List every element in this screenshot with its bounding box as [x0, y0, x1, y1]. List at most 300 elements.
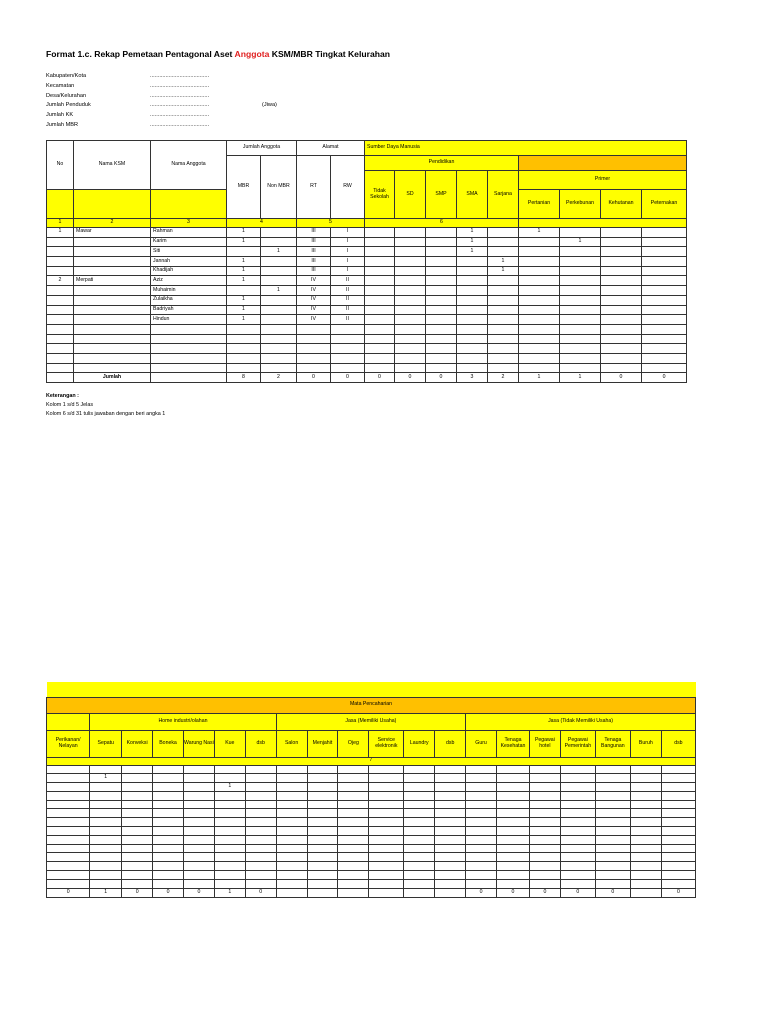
table-cell [642, 363, 687, 373]
table-cell [331, 344, 365, 354]
table-cell [457, 344, 488, 354]
table-cell [457, 257, 488, 267]
table-cell [435, 791, 466, 800]
table-cell [435, 827, 466, 836]
table-cell [307, 879, 338, 888]
table-cell [395, 353, 426, 363]
table-cell [488, 228, 519, 238]
table-cell [122, 800, 153, 809]
table-cell [466, 783, 497, 792]
table-cell [90, 853, 122, 862]
table-cell [404, 800, 435, 809]
table-cell [519, 276, 560, 286]
table-cell [261, 353, 297, 363]
table-cell [276, 791, 307, 800]
table-cell [395, 276, 426, 286]
table-cell [560, 363, 601, 373]
table-cell [630, 871, 661, 880]
table-cell [488, 247, 519, 257]
table-cell [426, 315, 457, 325]
table-cell: II [331, 305, 365, 315]
table-cell [426, 286, 457, 296]
table-cell [74, 353, 151, 363]
table-cell: 1 [488, 266, 519, 276]
table-cell [595, 853, 630, 862]
header-mbr: MBR [227, 156, 261, 219]
table-cell [529, 853, 560, 862]
table-cell [642, 305, 687, 315]
table-cell [183, 862, 214, 871]
table-cell [426, 257, 457, 267]
table-row [47, 257, 687, 267]
table-cell [47, 286, 74, 296]
table-cell: 1 [227, 228, 261, 238]
table-cell [519, 324, 560, 334]
table-cell [457, 305, 488, 315]
header-nama-ksm: Nama KSM [74, 141, 151, 190]
header-no: No [47, 141, 74, 190]
table-cell [365, 305, 395, 315]
table-cell [630, 765, 661, 774]
table-cell [630, 818, 661, 827]
table-cell [90, 818, 122, 827]
table-cell [369, 853, 404, 862]
table-cell [307, 835, 338, 844]
table-cell [466, 800, 497, 809]
title-text: KSM/MBR Tingkat Kelurahan [269, 49, 391, 59]
table-cell [595, 879, 630, 888]
table-cell [595, 844, 630, 853]
table-cell [466, 862, 497, 871]
keterangan-line: Kolom 1 s/d 5 Jelas [46, 402, 94, 408]
asset-table [46, 140, 687, 383]
table-cell [261, 324, 297, 334]
total-cell: 0 [365, 373, 395, 383]
table-cell [261, 295, 297, 305]
table-cell [74, 324, 151, 334]
header-occupation: Perikanan/ Nelayan [47, 730, 90, 757]
table-cell [457, 276, 488, 286]
table-cell [365, 353, 395, 363]
table-cell [642, 266, 687, 276]
table-cell [214, 791, 245, 800]
table-cell [369, 818, 404, 827]
table-cell [426, 228, 457, 238]
table-cell [488, 305, 519, 315]
table-cell [497, 765, 530, 774]
table-cell [601, 257, 642, 267]
total-cell: 8 [227, 373, 261, 383]
table-cell [529, 809, 560, 818]
table-cell [560, 844, 595, 853]
table-cell [307, 853, 338, 862]
table-cell [297, 344, 331, 354]
table-cell [601, 237, 642, 247]
table-cell [435, 862, 466, 871]
table-cell [642, 324, 687, 334]
table-cell [457, 324, 488, 334]
table-row [47, 791, 696, 800]
table-cell [297, 353, 331, 363]
table-cell [661, 809, 695, 818]
table-cell [601, 247, 642, 257]
table-cell [488, 324, 519, 334]
table-cell [497, 879, 530, 888]
col-number-4: 4 [227, 219, 297, 228]
table-cell [153, 791, 184, 800]
info-label: Desa/Kelurahan [46, 92, 87, 99]
keterangan-title: Keterangan : [46, 393, 79, 399]
table-cell [245, 835, 276, 844]
table-cell: II [331, 286, 365, 296]
total-cell: 0 [529, 888, 560, 897]
table-cell [47, 862, 90, 871]
table-cell [338, 827, 369, 836]
table-cell [365, 315, 395, 325]
header-peternakan: Peternakan [642, 190, 687, 219]
table-cell [560, 791, 595, 800]
table-cell [227, 334, 261, 344]
header-sd: SD [395, 171, 426, 219]
table-cell [245, 800, 276, 809]
table-cell [183, 774, 214, 783]
header-sma: SMA [457, 171, 488, 219]
table-cell [276, 871, 307, 880]
table-cell [426, 363, 457, 373]
info-label: Jumlah Penduduk [46, 102, 91, 109]
header-occupation: dsb [435, 730, 466, 757]
table-cell [261, 276, 297, 286]
table-cell [47, 791, 90, 800]
col-number-3: 3 [151, 219, 227, 228]
table-cell [153, 835, 184, 844]
table-cell [601, 266, 642, 276]
table-cell [307, 827, 338, 836]
table-cell [488, 286, 519, 296]
table-cell [466, 853, 497, 862]
table-cell: 1 [261, 286, 297, 296]
header-no-spacer [47, 190, 74, 219]
table-cell [90, 783, 122, 792]
header-occupation: dsb [245, 730, 276, 757]
table-cell [245, 853, 276, 862]
table-cell [365, 286, 395, 296]
col-number-2: 2 [74, 219, 151, 228]
header-rw: RW [331, 156, 365, 219]
table-cell [261, 257, 297, 267]
table-cell [497, 783, 530, 792]
table-cell [630, 862, 661, 871]
table-cell [74, 305, 151, 315]
table-cell: Rahman [151, 228, 227, 238]
table-cell [245, 809, 276, 818]
table-cell [227, 344, 261, 354]
table-row [47, 315, 687, 325]
header-blank [47, 713, 90, 730]
table-cell [630, 853, 661, 862]
table-cell [369, 871, 404, 880]
table-cell [488, 237, 519, 247]
table-cell [488, 363, 519, 373]
table-cell: II [331, 315, 365, 325]
table-cell [47, 247, 74, 257]
header-occupation: Guru [466, 730, 497, 757]
table-cell: 2 [47, 276, 74, 286]
table-cell [642, 237, 687, 247]
table-cell [122, 765, 153, 774]
table-cell [153, 818, 184, 827]
table-cell [661, 818, 695, 827]
table-cell [214, 818, 245, 827]
table-cell [74, 257, 151, 267]
table-cell [601, 295, 642, 305]
table-cell [560, 827, 595, 836]
table-cell [595, 783, 630, 792]
table-cell [369, 827, 404, 836]
table-cell [595, 835, 630, 844]
keterangan-line: Kolom 6 s/d 31 tulis jawaban dengan beri angka 1 [46, 411, 166, 417]
table-cell [151, 324, 227, 334]
table-cell [560, 305, 601, 315]
table-cell [395, 324, 426, 334]
table-cell [595, 791, 630, 800]
table-cell [466, 835, 497, 844]
table-cell [595, 765, 630, 774]
table-cell [457, 353, 488, 363]
header-non-mbr: Non MBR [261, 156, 297, 219]
table-cell: 1 [227, 295, 261, 305]
table-cell [457, 266, 488, 276]
table-cell [661, 853, 695, 862]
table-cell [338, 791, 369, 800]
table-cell [47, 315, 74, 325]
table-cell [404, 774, 435, 783]
table-cell [560, 809, 595, 818]
table-cell [183, 879, 214, 888]
table-cell [365, 295, 395, 305]
info-dots: ...................................... [150, 92, 210, 99]
table-cell [560, 257, 601, 267]
table-cell [435, 853, 466, 862]
header-sdm: Sumber Daya Manusia [365, 141, 687, 156]
table-cell [601, 276, 642, 286]
table-cell [338, 844, 369, 853]
table-cell [595, 800, 630, 809]
table-cell [560, 871, 595, 880]
table-cell [601, 286, 642, 296]
table-cell [466, 879, 497, 888]
table-cell [488, 276, 519, 286]
table-cell [466, 818, 497, 827]
table-cell: III [297, 247, 331, 257]
table-cell [47, 774, 90, 783]
table-cell [47, 324, 74, 334]
table-cell [90, 809, 122, 818]
table-row [47, 809, 696, 818]
total-cell: 0 [47, 888, 90, 897]
table-cell [151, 353, 227, 363]
table-cell [601, 353, 642, 363]
table-cell [74, 266, 151, 276]
table-row [47, 783, 696, 792]
table-cell [529, 800, 560, 809]
info-dots: ...................................... [150, 82, 210, 89]
total-cell: 0 [560, 888, 595, 897]
table-cell [369, 809, 404, 818]
table-cell [122, 835, 153, 844]
table-cell [426, 344, 457, 354]
table-cell [497, 853, 530, 862]
table-cell [661, 765, 695, 774]
table-row [47, 879, 696, 888]
table-cell [529, 844, 560, 853]
table-cell [560, 800, 595, 809]
table-cell [426, 276, 457, 286]
table-cell [47, 344, 74, 354]
table-cell [47, 800, 90, 809]
table-cell: Hindun [151, 315, 227, 325]
table-cell: II [331, 295, 365, 305]
header-occupation: Kue [214, 730, 245, 757]
table-cell [90, 844, 122, 853]
total-cell: 2 [488, 373, 519, 383]
table-row [47, 774, 696, 783]
header-occupation: Warung Nasi [183, 730, 214, 757]
table-row [47, 344, 687, 354]
table-cell [642, 344, 687, 354]
table-cell [90, 765, 122, 774]
total-cell [338, 888, 369, 897]
table-cell [261, 305, 297, 315]
table-cell [47, 765, 90, 774]
table-cell [47, 305, 74, 315]
table-cell: 1 [457, 247, 488, 257]
table-cell [642, 247, 687, 257]
table-row [47, 871, 696, 880]
header-mata-pencaharian: Mata Pencaharian [47, 697, 696, 713]
table-cell [601, 344, 642, 354]
table-cell [497, 818, 530, 827]
table-cell [529, 879, 560, 888]
table-cell [47, 237, 74, 247]
table-cell [338, 871, 369, 880]
table-cell [630, 791, 661, 800]
table-cell: III [297, 266, 331, 276]
table-cell [404, 871, 435, 880]
total-cell: 0 [395, 373, 426, 383]
table-cell [457, 334, 488, 344]
header-ksm-spacer [74, 190, 151, 219]
total-cell [404, 888, 435, 897]
table-row [47, 295, 687, 305]
table-row [47, 228, 687, 238]
table-cell [153, 783, 184, 792]
table-cell [488, 344, 519, 354]
table-cell [497, 844, 530, 853]
table-cell [74, 315, 151, 325]
table-cell [601, 334, 642, 344]
table-cell [404, 818, 435, 827]
table-cell [630, 809, 661, 818]
table-cell [214, 844, 245, 853]
table-cell [151, 363, 227, 373]
table-cell [529, 835, 560, 844]
table-cell [307, 765, 338, 774]
table-cell [661, 844, 695, 853]
table-cell [435, 783, 466, 792]
table-cell [435, 809, 466, 818]
table-cell [395, 315, 426, 325]
table-cell [560, 862, 595, 871]
total-cell: 0 [297, 373, 331, 383]
table-cell: 1 [457, 237, 488, 247]
header-occupation: Konveksi [122, 730, 153, 757]
table-cell [560, 295, 601, 305]
table-cell: 1 [519, 228, 560, 238]
table-cell [404, 835, 435, 844]
table-cell [560, 266, 601, 276]
total-cell: 0 [331, 373, 365, 383]
table-cell [497, 835, 530, 844]
table-cell [245, 791, 276, 800]
table-cell [338, 862, 369, 871]
table-cell [519, 344, 560, 354]
table-cell [435, 774, 466, 783]
table-row [47, 324, 687, 334]
total-cell [307, 888, 338, 897]
table-cell [497, 774, 530, 783]
table-cell [338, 800, 369, 809]
table-row [47, 844, 696, 853]
table-cell [395, 344, 426, 354]
table-cell [307, 862, 338, 871]
header-occupation: dsb [661, 730, 695, 757]
table-cell [404, 827, 435, 836]
table-cell [497, 827, 530, 836]
table-cell: 1 [227, 315, 261, 325]
table-cell [183, 800, 214, 809]
table-cell [261, 334, 297, 344]
table-cell [395, 247, 426, 257]
header-occupation: Pegawai Pemerintah [560, 730, 595, 757]
table-cell [595, 818, 630, 827]
table-row [47, 237, 687, 247]
table-cell [47, 879, 90, 888]
page-title [46, 49, 390, 59]
header-jumlah-anggota: Jumlah Anggota [227, 141, 297, 156]
table-cell [601, 305, 642, 315]
table-cell [276, 853, 307, 862]
table-cell [426, 353, 457, 363]
header-occupation: Laundry [404, 730, 435, 757]
total-spacer [151, 373, 227, 383]
table-cell [297, 363, 331, 373]
table-row [47, 305, 687, 315]
table-cell [519, 363, 560, 373]
table-cell [276, 783, 307, 792]
table-cell: Badriyah [151, 305, 227, 315]
table-cell [47, 853, 90, 862]
table-cell [630, 774, 661, 783]
table-cell: 1 [227, 276, 261, 286]
table-cell [307, 818, 338, 827]
table-cell: III [297, 237, 331, 247]
table-cell [661, 791, 695, 800]
table-cell [183, 818, 214, 827]
header-tidak-sekolah: Tidak Sekolah [365, 171, 395, 219]
table-cell [245, 783, 276, 792]
table-cell [457, 295, 488, 305]
